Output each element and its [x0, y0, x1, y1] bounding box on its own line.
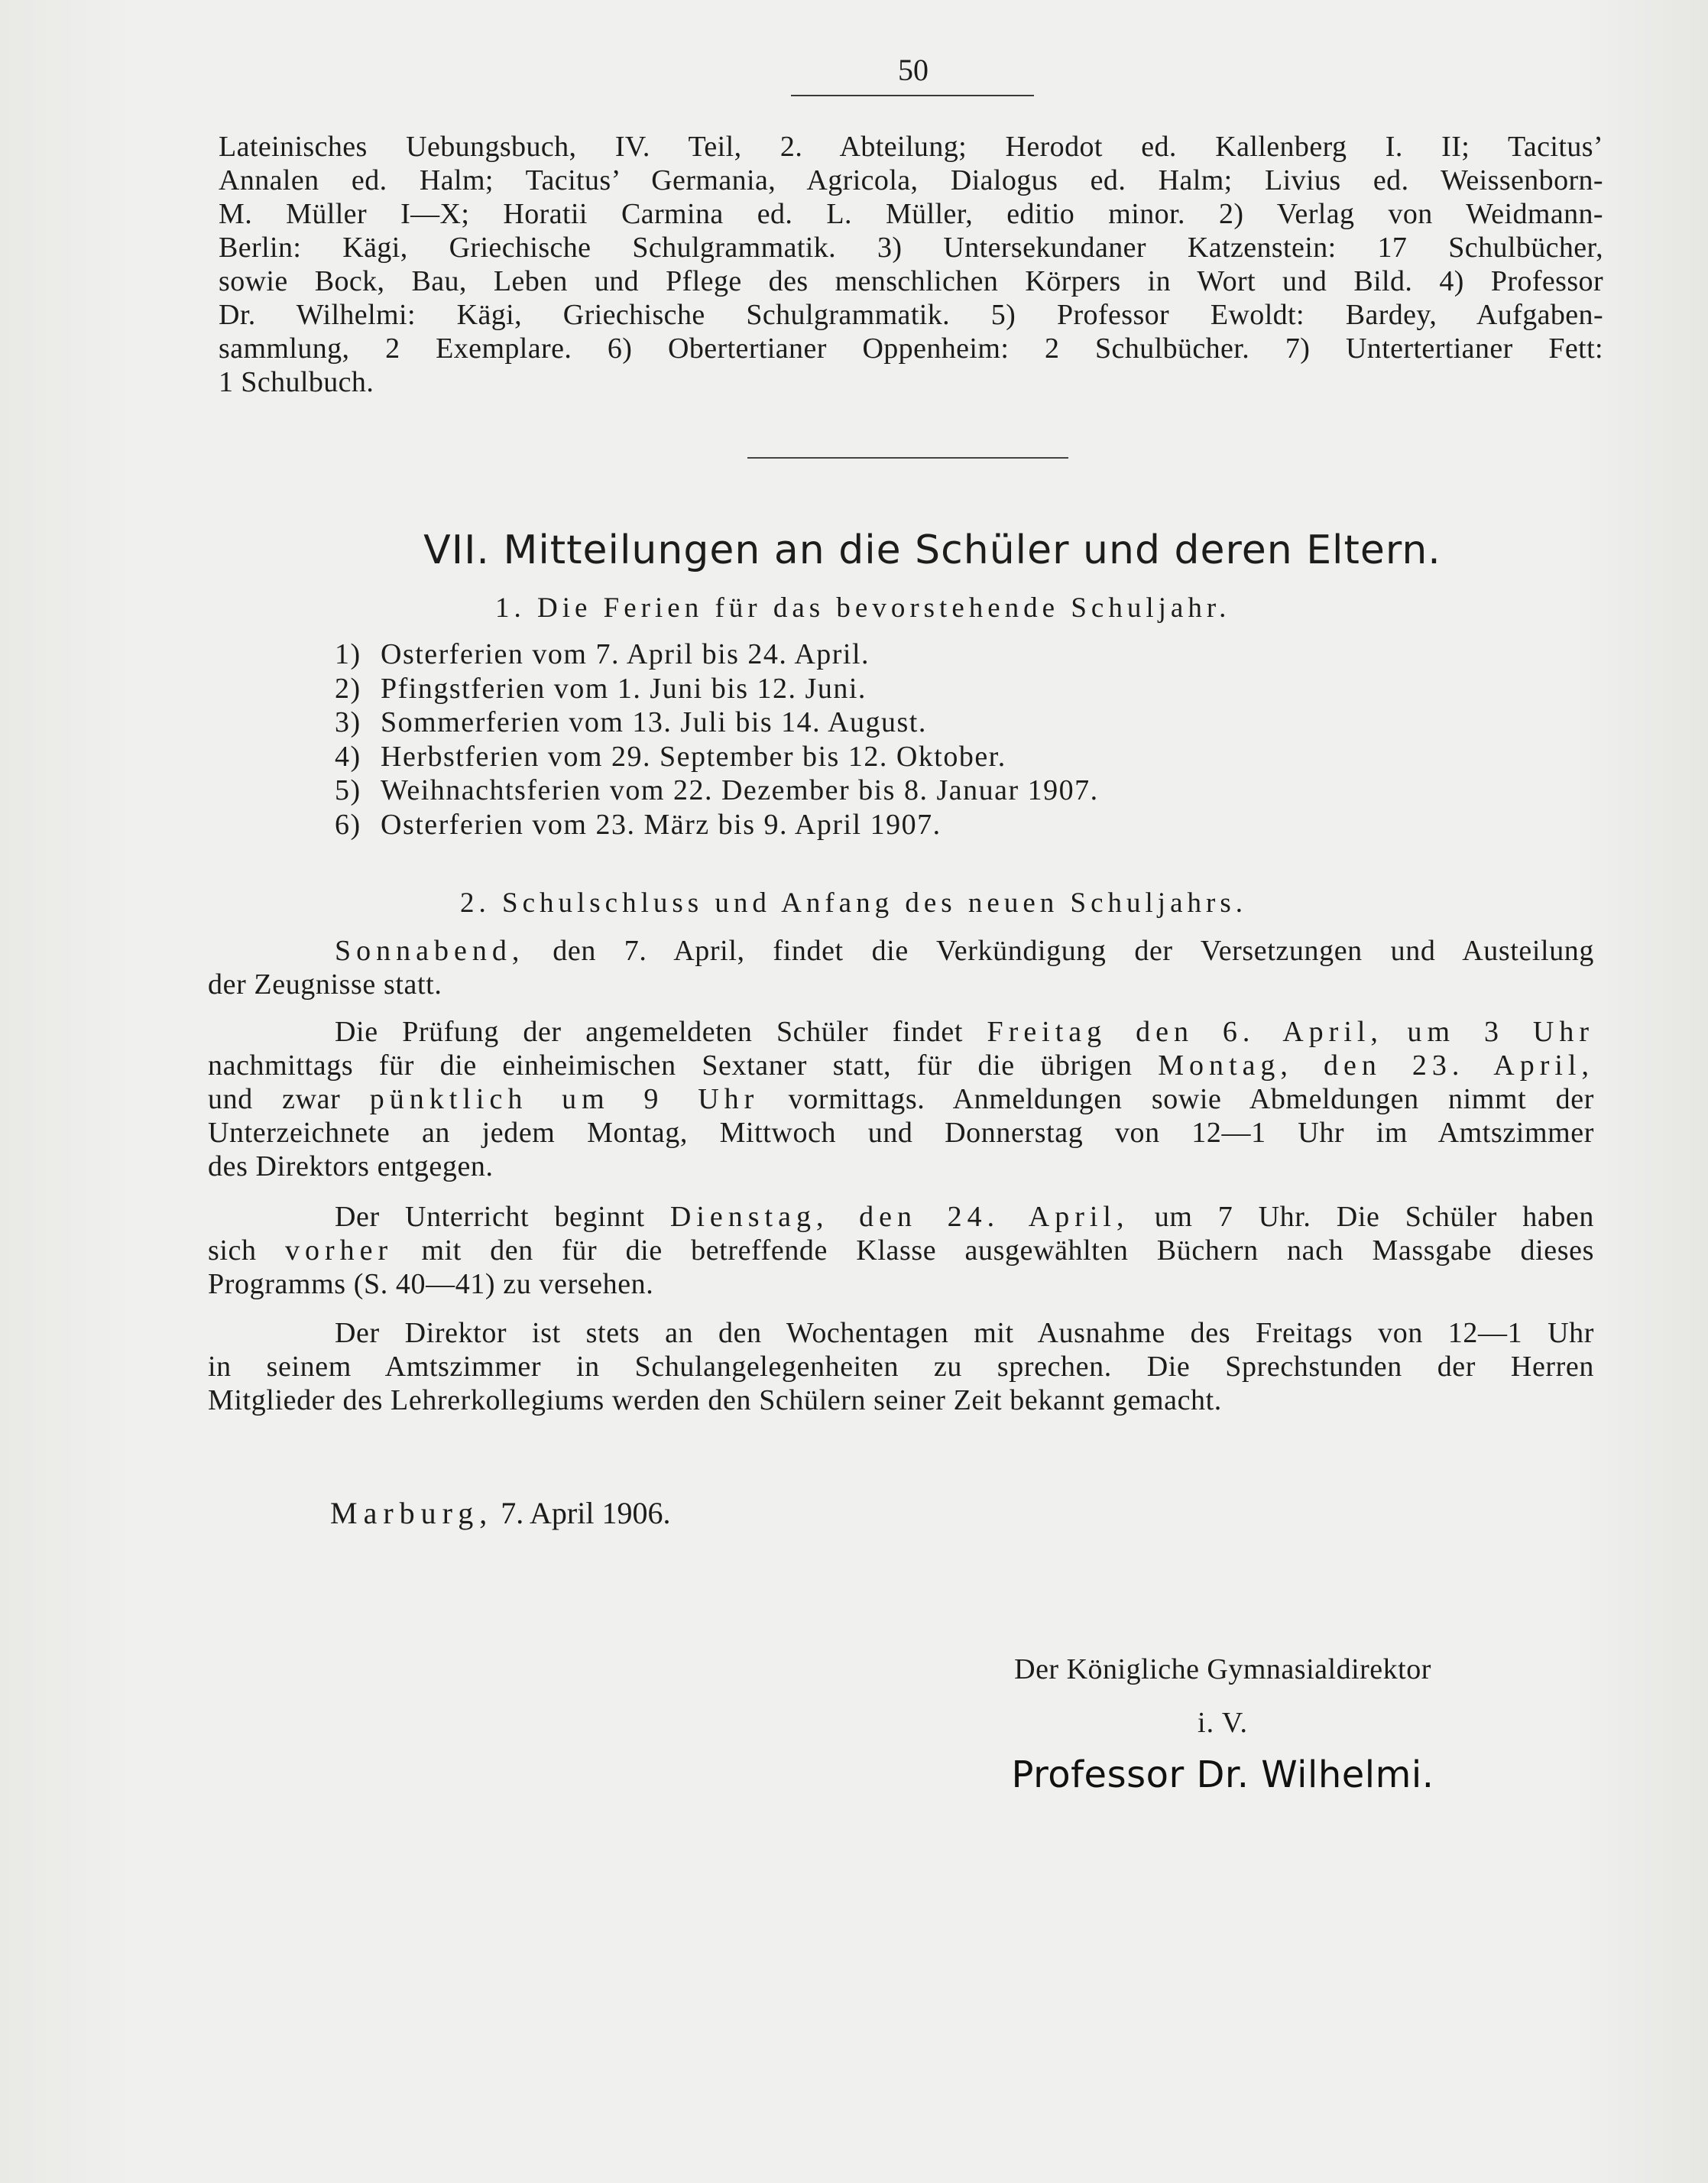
list-item-number: 1) [335, 638, 361, 670]
text-line [208, 1049, 1594, 1082]
place: Marburg, [330, 1496, 494, 1530]
section-divider [747, 457, 1068, 459]
text-span: vormittags. Anmeldungen sowie Abmeldungen nimmt der [788, 1083, 1594, 1115]
text-line: der Zeugnisse statt. [208, 968, 442, 1001]
list-item-text: Herbstferien vom 29. September bis 12. Oktober. [381, 740, 1006, 773]
list-item-number: 4) [335, 740, 361, 773]
emphasis: Montag, den 23. April, [1158, 1049, 1594, 1082]
emphasis: um 3 Uhr [1407, 1016, 1594, 1048]
emphasis: Freitag den 6. April, [987, 1016, 1383, 1048]
office-hours-paragraph [208, 1316, 1594, 1417]
school-year-subheading: 2. Schulschluss und Anfang des neuen Schuljahrs. [460, 887, 1247, 919]
text-line: Unterzeichnete an jedem Montag, Mittwoch und Donnerstag von 12—1 Uhr im Amtszimmer [208, 1117, 1594, 1149]
text-span: Der Unterricht beginnt [335, 1201, 645, 1233]
signature-name: Professor Dr. Wilhelmi. [1011, 1753, 1434, 1796]
list-item-text: Osterferien vom 23. März bis 9. April 1907. [381, 808, 942, 841]
text-line: sammlung, 2 Exemplare. 6) Obertertianer Oppenheim: 2 Schulbücher. 7) Untertertianer Fett: [219, 332, 1603, 365]
text-line [208, 1200, 1594, 1234]
text-line [208, 1015, 1594, 1049]
text-line [208, 1234, 1594, 1267]
list-item-number: 6) [335, 808, 361, 841]
emphasis: vorher [284, 1234, 394, 1267]
exam-paragraph [208, 1015, 1594, 1183]
date: 7. April 1906. [501, 1496, 671, 1530]
text-span: sich [208, 1234, 257, 1267]
list-item-number: 3) [335, 706, 361, 738]
signature-iv: i. V. [1198, 1707, 1248, 1739]
text-span: den 7. April, findet die Verkündigung der Versetzungen und Austeilung [553, 935, 1594, 967]
text-line: sowie Bock, Bau, Leben und Pflege des menschlichen Körpers in Wort und Bild. 4) Professor [219, 265, 1603, 297]
signature-title: Der Königliche Gymnasialdirektor [1014, 1653, 1431, 1685]
text-line: Mitglieder des Lehrerkollegiums werden den Schülern seiner Zeit bekannt gemacht. [208, 1384, 1222, 1416]
list-item [335, 672, 1099, 706]
list-item [335, 774, 1099, 808]
section-heading: VII. Mitteilungen an die Schüler und deren Eltern. [423, 527, 1441, 573]
text-line: Der Direktor ist stets an den Wochentagen mit Ausnahme des Freitags von 12—1 Uhr [335, 1317, 1594, 1349]
list-item [335, 706, 1099, 740]
emphasis: Dienstag, den 24. April, [669, 1201, 1129, 1233]
list-item-text: Sommerferien vom 13. Juli bis 14. August. [381, 706, 927, 738]
text-span: und zwar [208, 1083, 341, 1115]
text-span: nachmittags für die einheimischen Sextaner statt, für die übrigen [208, 1049, 1133, 1082]
text-span: mit den für die betreffende Klasse ausgewählten Büchern nach Massgabe dieses [421, 1234, 1594, 1267]
signature-block [917, 1653, 1528, 1796]
text-line: Berlin: Kägi, Griechische Schulgrammatik. 3) Untersekundaner Katzenstein: 17 Schulbücher, [219, 232, 1603, 264]
report-day-paragraph [208, 934, 1594, 1001]
text-line: Lateinisches Uebungsbuch, IV. Teil, 2. Abteilung; Herodot ed. Kallenberg I. II; Tacitus’ [219, 131, 1603, 163]
header-rule [791, 95, 1034, 96]
text-line: Annalen ed. Halm; Tacitus’ Germania, Agricola, Dialogus ed. Halm; Livius ed. Weissenborn- [219, 164, 1603, 196]
holiday-list [335, 637, 1099, 842]
text-line [208, 1082, 1594, 1116]
list-item-number: 5) [335, 774, 361, 806]
text-line: Dr. Wilhelmi: Kägi, Griechische Schulgrammatik. 5) Professor Ewoldt: Bardey, Aufgaben- [219, 299, 1603, 331]
book-donations-paragraph [219, 130, 1603, 399]
lessons-start-paragraph [208, 1200, 1594, 1301]
text-line: Programms (S. 40—41) zu versehen. [208, 1268, 654, 1300]
text-span: um 7 Uhr. Die Schüler haben [1154, 1201, 1594, 1233]
text-line: M. Müller I—X; Horatii Carmina ed. L. Müller, editio minor. 2) Verlag von Weidmann- [219, 198, 1603, 230]
list-item [335, 740, 1099, 774]
text-line: in seinem Amtszimmer in Schulangelegenheiten zu sprechen. Die Sprechstunden der Herren [208, 1351, 1594, 1383]
emphasis: pünktlich um 9 Uhr [369, 1083, 760, 1115]
page-number: 50 [898, 53, 929, 87]
list-item-text: Pfingstferien vom 1. Juni bis 12. Juni. [381, 672, 867, 705]
list-item [335, 808, 1099, 842]
emphasis: Sonnabend, [335, 935, 525, 967]
list-item-text: Weihnachtsferien vom 22. Dezember bis 8. Januar 1907. [381, 774, 1099, 806]
holidays-subheading: 1. Die Ferien für das bevorstehende Schuljahr. [495, 592, 1231, 624]
place-date [330, 1495, 670, 1531]
list-item [335, 637, 1099, 672]
text-span: Die Prüfung der angemeldeten Schüler findet [335, 1016, 963, 1048]
text-line: des Direktors entgegen. [208, 1150, 494, 1182]
text-line [208, 934, 1594, 968]
text-line: 1 Schulbuch. [219, 366, 374, 398]
list-item-text: Osterferien vom 7. April bis 24. April. [381, 638, 870, 670]
list-item-number: 2) [335, 672, 361, 705]
